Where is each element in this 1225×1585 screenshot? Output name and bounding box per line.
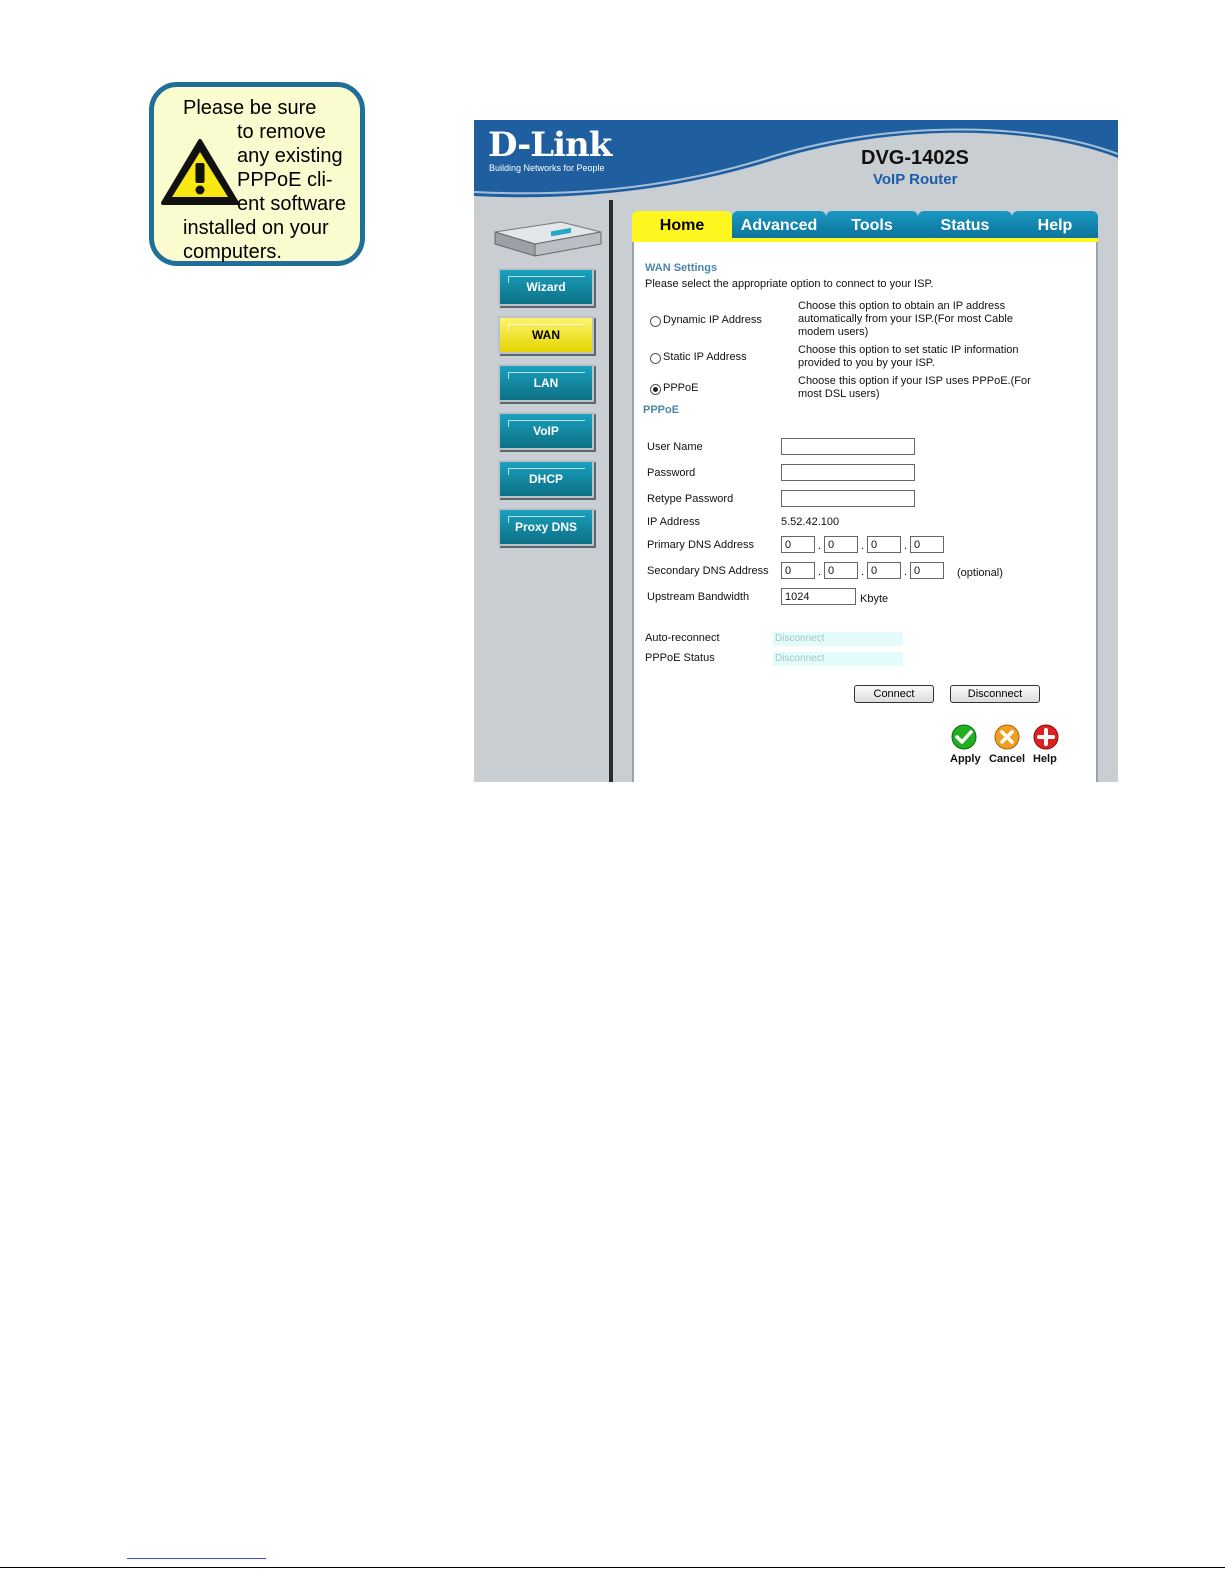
cancel-label[interactable]: Cancel (989, 753, 1026, 765)
sidebar-divider (609, 200, 613, 782)
pppoe-status-label: PPPoE Status (645, 652, 715, 664)
tab-tools[interactable] (826, 211, 918, 241)
primary-dns-octet[interactable] (781, 536, 815, 553)
model-subtitle: VoIP Router (873, 171, 958, 188)
octet-separator: . (904, 540, 908, 552)
tab-label: Tools (851, 217, 893, 234)
tab-home[interactable] (632, 211, 732, 241)
brand-logo: D-Link (488, 125, 612, 165)
brand-tagline: Building Networks for People (489, 163, 605, 173)
option-desc-pppoe: Choose this option if your ISP uses PPPoE.(For most DSL users) (798, 375, 1031, 400)
tab-underline (632, 238, 1098, 242)
password-input[interactable] (781, 464, 915, 481)
primary-dns-octet[interactable] (824, 536, 858, 553)
wan-settings-title: WAN Settings (645, 262, 718, 274)
router-device-icon (491, 218, 603, 258)
help-icon[interactable] (1033, 724, 1059, 750)
connect-button-label: Connect (873, 688, 915, 700)
pppoe-section-title: PPPoE (643, 404, 680, 416)
password-label: Password (647, 467, 696, 479)
option-label-pppoe[interactable]: PPPoE (663, 382, 699, 394)
tab-help[interactable] (1012, 211, 1098, 241)
wan-intro-text: Please select the appropriate option to connect to your ISP. (645, 278, 934, 290)
cancel-icon[interactable] (994, 724, 1020, 750)
primary-dns-octet[interactable] (910, 536, 944, 553)
octet-separator: . (861, 566, 865, 578)
note-line: Please be sure (183, 97, 317, 119)
sidebar-item-label: LAN (533, 376, 559, 390)
sidebar-item-wizard[interactable] (498, 268, 594, 306)
tab-advanced[interactable] (732, 211, 826, 241)
octet-separator: . (861, 540, 865, 552)
secondary-dns-label: Secondary DNS Address (647, 565, 769, 577)
octet-separator: . (818, 566, 822, 578)
apply-label[interactable]: Apply (950, 753, 981, 765)
retype-password-label: Retype Password (647, 493, 734, 505)
option-desc-static-ip: Choose this option to set static IP information provided to you by your ISP. (798, 344, 1019, 369)
disconnect-button-label: Disconnect (967, 688, 1023, 700)
note-line: ent software (237, 193, 346, 215)
content-panel (632, 238, 1098, 782)
sidebar-item-wan[interactable] (498, 316, 594, 354)
primary-dns-label: Primary DNS Address (647, 539, 754, 551)
sidebar-item-label: VoIP (533, 424, 559, 438)
radio-pppoe[interactable] (650, 384, 661, 395)
bandwidth-unit: Kbyte (860, 593, 889, 605)
tab-label: Status (940, 217, 990, 234)
apply-icon[interactable] (951, 724, 977, 750)
auto-reconnect-label: Auto-reconnect (645, 632, 720, 644)
sidebar-item-lan[interactable] (498, 364, 594, 402)
note-line: computers. (183, 241, 282, 263)
sidebar-item-voip[interactable] (498, 412, 594, 450)
sidebar-item-label: Proxy DNS (514, 520, 578, 534)
tab-label: Advanced (740, 217, 818, 234)
ip-address-label: IP Address (647, 516, 700, 528)
sidebar-item-label: WAN (532, 328, 560, 342)
retype-password-input[interactable] (781, 490, 915, 507)
connect-button[interactable] (854, 685, 934, 703)
radio-static-ip[interactable] (650, 353, 661, 364)
sidebar-item-label: DHCP (528, 472, 563, 486)
secondary-dns-octet[interactable] (824, 562, 858, 579)
optional-hint: (optional) (957, 567, 1003, 579)
option-label-dynamic-ip[interactable]: Dynamic IP Address (663, 314, 762, 326)
tab-label: Home (659, 217, 705, 234)
sidebar-item-label: Wizard (526, 280, 566, 294)
sidebar-item-proxy-dns[interactable] (498, 508, 594, 546)
note-line: PPPoE cli- (237, 169, 333, 191)
pppoe-status-value: Disconnect (773, 652, 903, 666)
option-desc-dynamic-ip: Choose this option to obtain an IP address automatically from your ISP.(For most Cable modem users) (798, 300, 1013, 338)
note-line: installed on your (183, 217, 329, 239)
auto-reconnect-value: Disconnect (773, 632, 903, 646)
main-tab-bar (632, 211, 1098, 241)
tab-label: Help (1037, 217, 1073, 234)
router-web-ui (474, 120, 1118, 782)
help-label[interactable]: Help (1033, 753, 1057, 765)
upstream-bandwidth-input[interactable] (781, 588, 856, 605)
octet-separator: . (818, 540, 822, 552)
disconnect-button[interactable] (950, 685, 1040, 703)
radio-dynamic-ip[interactable] (650, 316, 661, 327)
upstream-bandwidth-label: Upstream Bandwidth (647, 591, 750, 603)
secondary-dns-octet[interactable] (867, 562, 901, 579)
warning-note (149, 82, 365, 266)
option-label-static-ip[interactable]: Static IP Address (663, 351, 747, 363)
secondary-dns-octet[interactable] (781, 562, 815, 579)
tab-status[interactable] (918, 211, 1012, 241)
ip-address-value: 5.52.42.100 (781, 516, 840, 528)
note-line: any existing (237, 145, 343, 167)
sidebar-item-dhcp[interactable] (498, 460, 594, 498)
warning-icon (160, 137, 240, 207)
primary-dns-octet[interactable] (867, 536, 901, 553)
footer-rule (0, 1567, 1225, 1568)
octet-separator: . (904, 566, 908, 578)
secondary-dns-octet[interactable] (910, 562, 944, 579)
footer-link-underline (127, 1558, 266, 1559)
user-name-label: User Name (647, 441, 703, 453)
model-name: DVG-1402S (861, 147, 969, 169)
user-name-input[interactable] (781, 438, 915, 455)
note-line: to remove (237, 121, 326, 143)
